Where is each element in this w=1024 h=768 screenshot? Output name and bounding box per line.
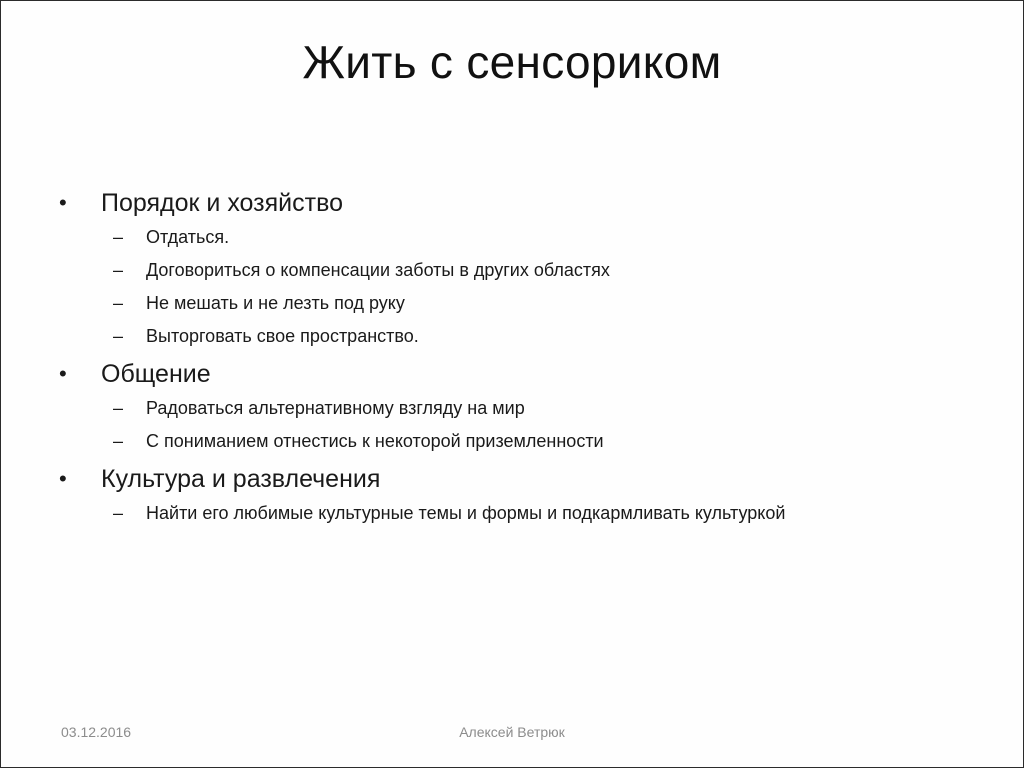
- dash-icon: –: [113, 398, 124, 418]
- section-label: Общение: [101, 360, 211, 388]
- section-label: Порядок и хозяйство: [101, 189, 343, 217]
- section-label: Культура и развлечения: [101, 465, 381, 493]
- section-heading: [59, 461, 999, 497]
- list-item: [59, 497, 999, 530]
- section-heading: [59, 185, 999, 221]
- slide-content: [59, 185, 999, 530]
- dash-icon: –: [113, 326, 124, 346]
- slide-title: Жить с сенсориком: [302, 36, 722, 88]
- list-item-text: Выторговать свое пространство.: [146, 326, 419, 346]
- list-item: [59, 320, 999, 353]
- dash-icon: –: [113, 227, 124, 247]
- dash-icon: –: [113, 503, 124, 523]
- bullet-icon: •: [59, 466, 67, 491]
- list-item: [59, 425, 999, 458]
- list-item: [59, 254, 999, 287]
- list-item-text: Радоваться альтернативному взгляду на мир: [146, 398, 525, 418]
- footer-date: 03.12.2016: [61, 724, 132, 740]
- list-item-text: Отдаться.: [146, 227, 230, 247]
- list-item-text: Найти его любимые культурные темы и формы и подкармливать культуркой: [146, 503, 786, 523]
- list-item: [59, 221, 999, 254]
- footer-author: Алексей Ветрюк: [459, 724, 565, 740]
- bullet-icon: •: [59, 361, 67, 386]
- list-item: [59, 392, 999, 425]
- section-heading: [59, 356, 999, 392]
- list-item-text: С пониманием отнестись к некоторой приземленности: [146, 431, 604, 451]
- dash-icon: –: [113, 431, 124, 451]
- dash-icon: –: [113, 293, 124, 313]
- bullet-icon: •: [59, 190, 67, 215]
- list-item-text: Договориться о компенсации заботы в других областях: [146, 260, 610, 280]
- dash-icon: –: [113, 260, 124, 280]
- list-item: [59, 287, 999, 320]
- list-item-text: Не мешать и не лезть под руку: [146, 293, 405, 313]
